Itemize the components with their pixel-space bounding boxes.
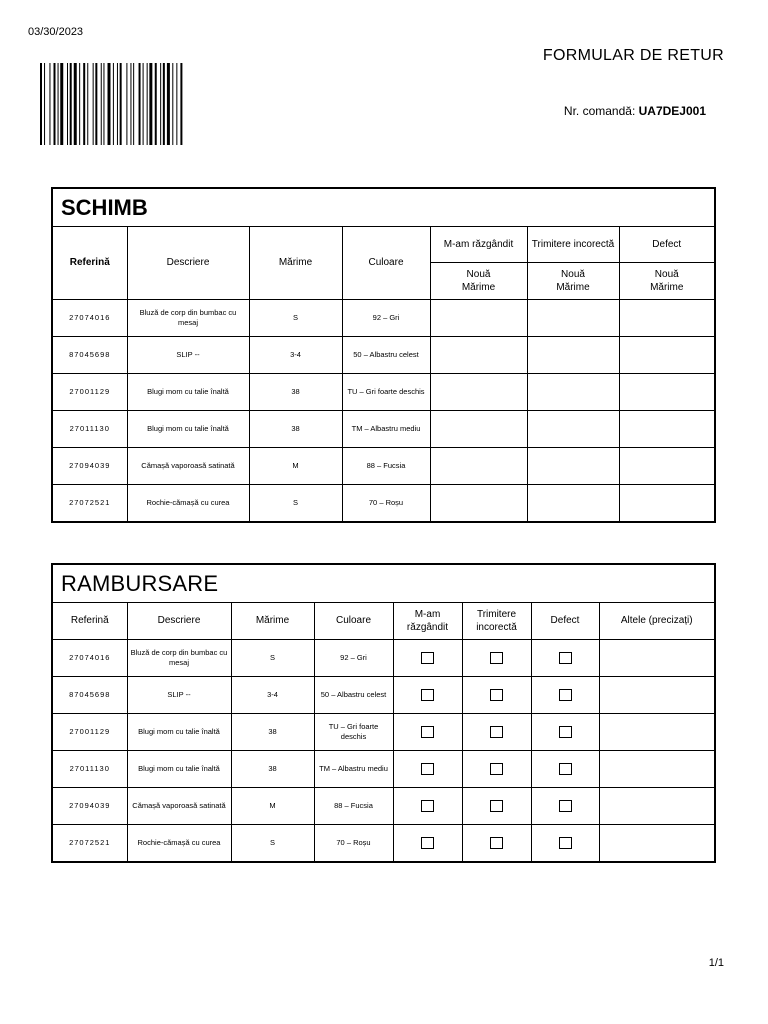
cell-other[interactable]	[599, 639, 714, 676]
wrong-shipment-checkbox[interactable]	[490, 800, 503, 812]
cell-changed-mind	[393, 713, 462, 750]
cell-color: 70 – Roșu	[314, 824, 393, 861]
cell-new-size-changed-mind[interactable]	[430, 373, 527, 410]
cell-color: 50 – Albastru celest	[314, 676, 393, 713]
table-row	[53, 447, 714, 484]
changed-mind-checkbox[interactable]	[421, 763, 434, 775]
cell-size: 38	[249, 410, 342, 447]
defect-checkbox[interactable]	[559, 652, 572, 664]
cell-color: 92 – Gri	[314, 639, 393, 676]
cell-new-size-wrong-shipment[interactable]	[527, 484, 619, 521]
exchange-col-changed-mind: M-am răzgândit	[430, 227, 527, 262]
changed-mind-checkbox[interactable]	[421, 726, 434, 738]
defect-checkbox[interactable]	[559, 726, 572, 738]
order-barcode	[40, 63, 222, 145]
cell-other[interactable]	[599, 676, 714, 713]
cell-new-size-changed-mind[interactable]	[430, 299, 527, 336]
table-row	[53, 299, 714, 336]
cell-new-size-changed-mind[interactable]	[430, 336, 527, 373]
cell-description: Blugi mom cu talie înaltă	[127, 750, 231, 787]
cell-new-size-defect[interactable]	[619, 373, 714, 410]
cell-description: Cămașă vaporoasă satinată	[127, 787, 231, 824]
cell-new-size-defect[interactable]	[619, 447, 714, 484]
cell-defect	[531, 713, 599, 750]
cell-color: 50 – Albastru celest	[342, 336, 430, 373]
cell-wrong-shipment	[462, 787, 531, 824]
cell-new-size-defect[interactable]	[619, 410, 714, 447]
wrong-shipment-checkbox[interactable]	[490, 726, 503, 738]
cell-wrong-shipment	[462, 676, 531, 713]
cell-color: 92 – Gri	[342, 299, 430, 336]
cell-size: 38	[231, 713, 314, 750]
exchange-col-new-size: Nouă Mărime	[430, 262, 527, 299]
defect-checkbox[interactable]	[559, 689, 572, 701]
changed-mind-checkbox[interactable]	[421, 652, 434, 664]
cell-size: 3-4	[231, 676, 314, 713]
print-date: 03/30/2023	[28, 26, 84, 38]
defect-checkbox[interactable]	[559, 800, 572, 812]
exchange-col-description: Descriere	[127, 227, 249, 299]
form-title: FORMULAR DE RETUR	[542, 47, 724, 64]
cell-new-size-defect[interactable]	[619, 299, 714, 336]
exchange-section	[51, 187, 716, 523]
table-row	[53, 676, 714, 713]
cell-new-size-wrong-shipment[interactable]	[527, 373, 619, 410]
cell-new-size-changed-mind[interactable]	[430, 447, 527, 484]
table-row	[53, 639, 714, 676]
cell-new-size-changed-mind[interactable]	[430, 410, 527, 447]
cell-other[interactable]	[599, 750, 714, 787]
exchange-col-wrong-shipment: Trimitere incorectă	[527, 227, 619, 262]
order-value: UA7DEJ001	[638, 104, 706, 118]
changed-mind-checkbox[interactable]	[421, 837, 434, 849]
refund-col-color: Culoare	[314, 603, 393, 639]
cell-changed-mind	[393, 639, 462, 676]
cell-size: 38	[231, 750, 314, 787]
cell-description: Rochie-cămașă cu curea	[127, 484, 249, 521]
cell-changed-mind	[393, 676, 462, 713]
cell-reference: 27011130	[53, 410, 127, 447]
table-row	[53, 410, 714, 447]
cell-description: SLIP --	[127, 676, 231, 713]
cell-reference: 27011130	[53, 750, 127, 787]
cell-changed-mind	[393, 787, 462, 824]
table-row	[53, 824, 714, 861]
refund-col-defect: Defect	[531, 603, 599, 639]
cell-color: TM – Albastru mediu	[314, 750, 393, 787]
exchange-col-reference: Referină	[53, 227, 127, 299]
cell-size: M	[249, 447, 342, 484]
cell-color: TU – Gri foarte deschis	[342, 373, 430, 410]
cell-changed-mind	[393, 750, 462, 787]
cell-defect	[531, 676, 599, 713]
cell-description: Blugi mom cu talie înaltă	[127, 713, 231, 750]
cell-description: Cămașă vaporoasă satinată	[127, 447, 249, 484]
refund-section	[51, 563, 716, 863]
cell-description: Blugi mom cu talie înaltă	[127, 373, 249, 410]
cell-new-size-defect[interactable]	[619, 484, 714, 521]
refund-col-wrong-shipment: Trimitere incorectă	[462, 603, 531, 639]
cell-reference: 87045698	[53, 676, 127, 713]
table-row	[53, 787, 714, 824]
cell-description: Blugi mom cu talie înaltă	[127, 410, 249, 447]
cell-size: S	[249, 299, 342, 336]
cell-wrong-shipment	[462, 639, 531, 676]
cell-wrong-shipment	[462, 750, 531, 787]
cell-color: 70 – Roșu	[342, 484, 430, 521]
cell-color: TU – Gri foarte deschis	[314, 713, 393, 750]
exchange-col-defect: Defect	[619, 227, 714, 262]
exchange-table	[53, 227, 714, 521]
defect-checkbox[interactable]	[559, 763, 572, 775]
cell-size: 3-4	[249, 336, 342, 373]
page-number: 1/1	[708, 957, 724, 969]
cell-reference: 27001129	[53, 713, 127, 750]
exchange-col-new-size: Nouă Mărime	[619, 262, 714, 299]
wrong-shipment-checkbox[interactable]	[490, 652, 503, 664]
cell-description: Rochie-cămașă cu curea	[127, 824, 231, 861]
changed-mind-checkbox[interactable]	[421, 689, 434, 701]
cell-size: S	[249, 484, 342, 521]
cell-description: SLIP --	[127, 336, 249, 373]
cell-reference: 27001129	[53, 373, 127, 410]
cell-size: M	[231, 787, 314, 824]
order-number	[564, 104, 706, 118]
cell-other[interactable]	[599, 787, 714, 824]
cell-size: S	[231, 639, 314, 676]
table-row	[53, 750, 714, 787]
cell-wrong-shipment	[462, 824, 531, 861]
order-label: Nr. comandă:	[563, 104, 636, 118]
table-row	[53, 713, 714, 750]
cell-reference: 27072521	[53, 484, 127, 521]
refund-col-size: Mărime	[231, 603, 314, 639]
changed-mind-checkbox[interactable]	[421, 800, 434, 812]
cell-description: Bluză de corp din bumbac cu mesaj	[127, 639, 231, 676]
wrong-shipment-checkbox[interactable]	[490, 837, 503, 849]
cell-new-size-wrong-shipment[interactable]	[527, 447, 619, 484]
cell-other[interactable]	[599, 713, 714, 750]
cell-reference: 27074016	[53, 639, 127, 676]
exchange-col-new-size: Nouă Mărime	[527, 262, 619, 299]
defect-checkbox[interactable]	[559, 837, 572, 849]
cell-changed-mind	[393, 824, 462, 861]
cell-reference: 87045698	[53, 336, 127, 373]
cell-size: 38	[249, 373, 342, 410]
wrong-shipment-checkbox[interactable]	[490, 689, 503, 701]
refund-col-reference: Referină	[53, 603, 127, 639]
cell-new-size-defect[interactable]	[619, 336, 714, 373]
cell-reference: 27094039	[53, 787, 127, 824]
exchange-col-color: Culoare	[342, 227, 430, 299]
cell-size: S	[231, 824, 314, 861]
cell-defect	[531, 750, 599, 787]
cell-reference: 27072521	[53, 824, 127, 861]
refund-col-changed-mind: M-am răzgândit	[393, 603, 462, 639]
refund-col-other: Altele (precizați)	[599, 603, 714, 639]
table-row	[53, 484, 714, 521]
cell-defect	[531, 824, 599, 861]
exchange-col-size: Mărime	[249, 227, 342, 299]
cell-defect	[531, 639, 599, 676]
cell-color: 88 – Fucsia	[314, 787, 393, 824]
cell-new-size-wrong-shipment[interactable]	[527, 336, 619, 373]
exchange-title: SCHIMB	[53, 189, 714, 227]
refund-table	[53, 603, 714, 861]
cell-new-size-wrong-shipment[interactable]	[527, 410, 619, 447]
cell-color: TM – Albastru mediu	[342, 410, 430, 447]
cell-new-size-changed-mind[interactable]	[430, 484, 527, 521]
refund-title: RAMBURSARE	[53, 565, 714, 603]
cell-new-size-wrong-shipment[interactable]	[527, 299, 619, 336]
cell-reference: 27074016	[53, 299, 127, 336]
cell-reference: 27094039	[53, 447, 127, 484]
cell-wrong-shipment	[462, 713, 531, 750]
cell-color: 88 – Fucsia	[342, 447, 430, 484]
refund-col-description: Descriere	[127, 603, 231, 639]
wrong-shipment-checkbox[interactable]	[490, 763, 503, 775]
cell-description: Bluză de corp din bumbac cu mesaj	[127, 299, 249, 336]
cell-defect	[531, 787, 599, 824]
table-row	[53, 373, 714, 410]
table-row	[53, 336, 714, 373]
cell-other[interactable]	[599, 824, 714, 861]
